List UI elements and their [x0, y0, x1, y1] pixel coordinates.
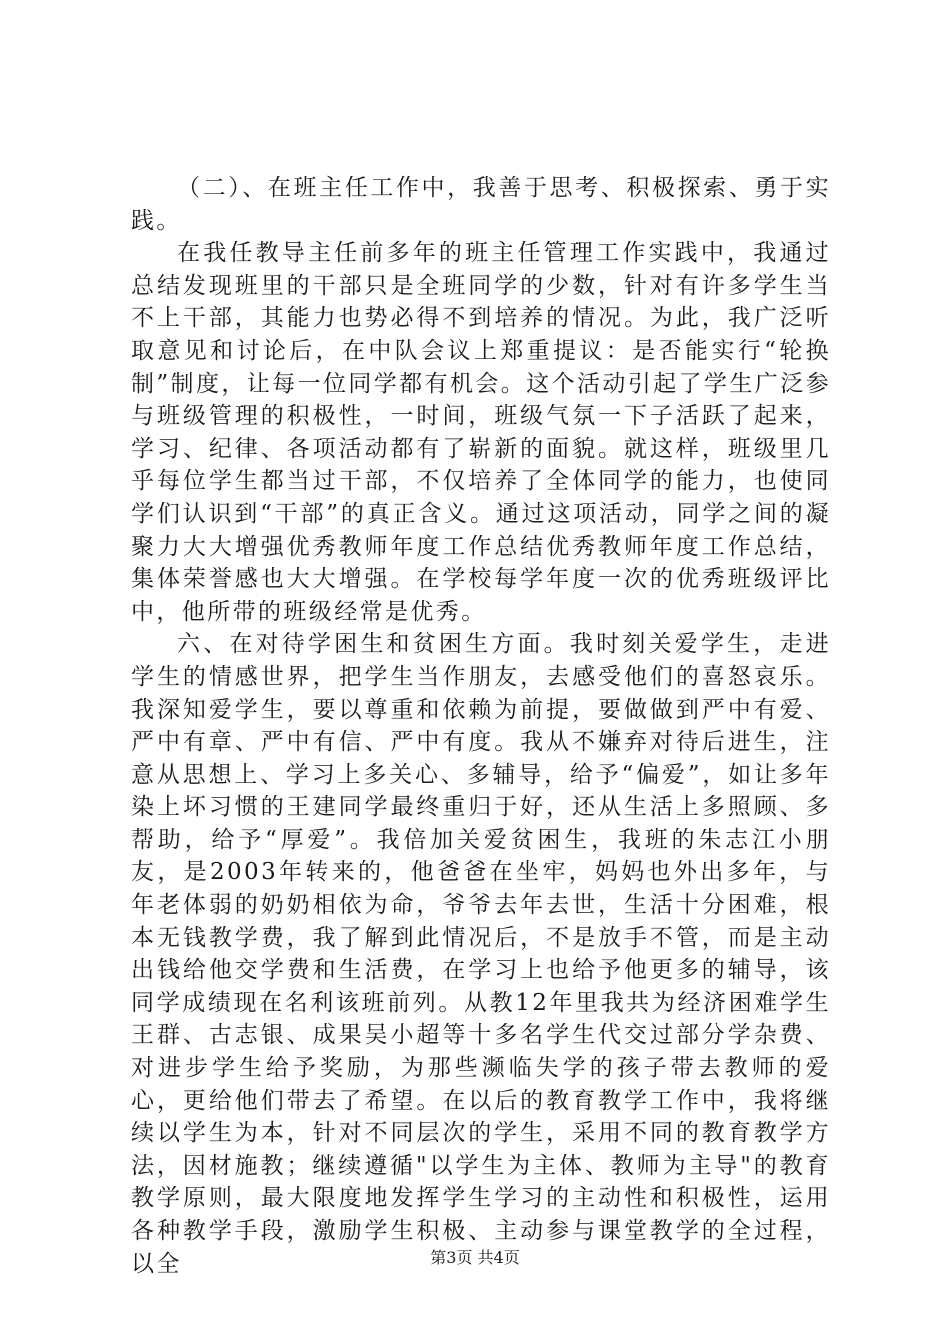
page-number-footer: 第3页 共4页 — [430, 1248, 520, 1267]
paragraph-rotation-system: 在我任教导主任前多年的班主任管理工作实践中，我通过总结发现班里的干部只是全班同学的少数，针对有许多学生当不上干部，其能力也势必得不到培养的情况。为此，我广泛听取意见和讨论后，在中队会议上郑重提议：是否能实行“轮换制”制度，让每一位同学都有机会。这个活动引起了学生广泛参与班级管理的积极性，一时间，班级气氛一下子活跃了起来，学习、纪律、各项活动都有了崭新的面貌。就这样，班级里几乎每位学生都当过干部，不仅培养了全体同学的能力，也使同学们认识到“干部”的真正含义。通过这项活动，同学之间的凝聚力大大增强优秀教师年度工作总结优秀教师年度工作总结，集体荣誉感也大大增强。在学校每学年度一次的优秀班级评比中，他所带的班级经常是优秀。 — [131, 240, 831, 625]
paragraph-section-two-heading: （二）、在班主任工作中，我善于思考、积极探索、勇于实践。 — [131, 175, 831, 234]
paragraph-caring-students: 六、在对待学困生和贫困生方面。我时刻关爱学生，走进学生的情感世界，把学生当作朋友，去感受他们的喜怒哀乐。我深知爱学生，要以尊重和依赖为前提，要做做到严中有爱、严中有章、严中有信、严中有度。我从不嫌弃对待后进生，注意从思想上、学习上多关心、多辅导，给予“偏爱”，如让多年染上坏习惯的王建同学最终重归于好，还从生活上多照顾、多帮助，给予“厚爱”。我倍加关爱贫困生，我班的朱志江小朋友，是2003年转来的，他爸爸在坐牢，妈妈也外出多年，与年老体弱的奶奶相依为命，爷爷去年去世，生活十分困难，根本无钱教学费，我了解到此情况后，不是放手不管，而是主动出钱给他交学费和生活费，在学习上也给予他更多的辅导，该同学成绩现在名利该班前列。从教12年里我共为经济困难学生王群、古志银、成果吴小超等十多名学生代交过部分学杂费、对进步学生给予奖励，为那些濒临失学的孩子带去教师的爱心，更给他们带去了希望。在以后的教育教学工作中，我将继续以学生为本，针对不同层次的学生，采用不同的教育教学方法，因材施教；继续遵循"以学生为主体、教师为主导"的教育教学原则，最大限度地发挥学生学习的主动性和积极性，运用各种教学手段，激励学生积极、主动参与课堂教学的全过程，以全 — [131, 631, 831, 1277]
document-body — [131, 172, 831, 1280]
